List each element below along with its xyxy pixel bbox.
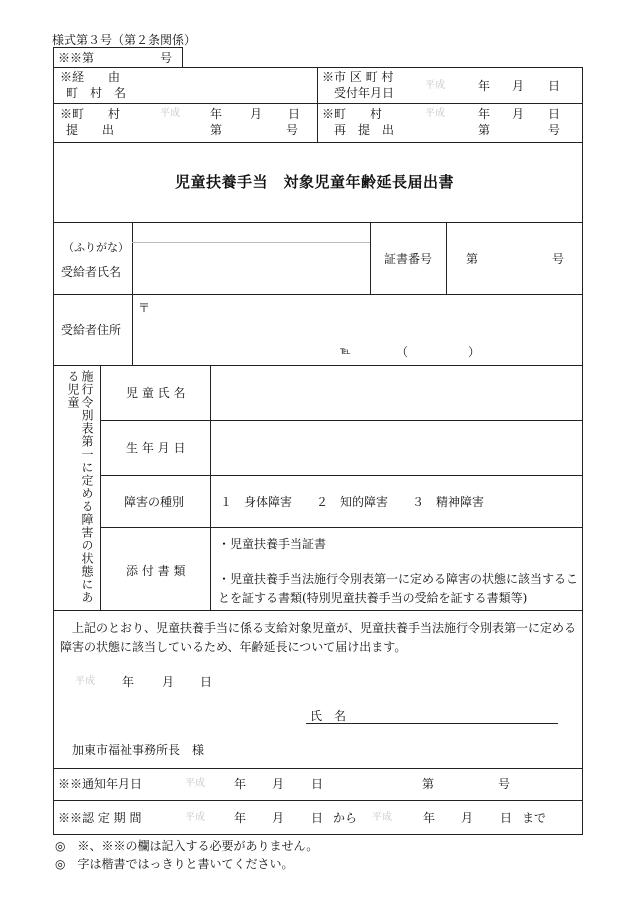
teishutsu-hi: 日 bbox=[288, 107, 301, 121]
notice-hi: 日 bbox=[311, 777, 324, 791]
notice-label: ※※通知年月日 bbox=[58, 777, 143, 791]
saiteishutsu-label-1: ※町 村 bbox=[322, 107, 383, 121]
top-info-bottomline bbox=[53, 142, 583, 143]
sign-tsuki: 月 bbox=[162, 675, 175, 689]
box-number-prefix: ※※第 bbox=[58, 51, 95, 65]
period-nen-2: 年 bbox=[423, 811, 436, 825]
attach-item-2: ・児童扶養手当法施行令別表第一に定める障害の状態に該当することを証する書類(特別児童扶養手当の受給を証する書類等) bbox=[218, 572, 579, 605]
teishutsu-dai: 第 bbox=[210, 123, 223, 137]
saiteishutsu-heisei: 平成 bbox=[425, 108, 445, 119]
cert-col-divider-1 bbox=[370, 222, 371, 295]
period-hi-2: 日 bbox=[500, 811, 513, 825]
keiyu-label-1: ※経 由 bbox=[60, 70, 121, 84]
address-label: 受給者住所 bbox=[61, 323, 122, 337]
statement-bottomline bbox=[53, 768, 583, 769]
frame-left bbox=[53, 67, 54, 835]
sign-hi: 日 bbox=[200, 675, 213, 689]
teishutsu-nen: 年 bbox=[210, 107, 223, 121]
postal-mark: 〒 bbox=[138, 301, 151, 315]
saiteishutsu-go: 号 bbox=[548, 123, 561, 137]
child-side-label: 施行令別表第一に定める障害の状態にある児童 bbox=[66, 370, 94, 604]
frame-top bbox=[53, 67, 583, 68]
child-section-bottomline bbox=[53, 610, 583, 611]
box-number-suffix: 号 bbox=[160, 51, 173, 65]
teishutsu-label-2: 提 出 bbox=[66, 123, 115, 137]
child-birth-label: 生 年 月 日 bbox=[126, 441, 186, 455]
addressee: 加東市福祉事務所長 様 bbox=[72, 743, 205, 757]
teishutsu-go: 号 bbox=[286, 123, 299, 137]
tel-label: ℡ bbox=[340, 346, 351, 357]
furigana-separator bbox=[132, 242, 370, 243]
sign-heisei: 平成 bbox=[75, 676, 95, 687]
tel-parens: （ ） bbox=[396, 345, 481, 359]
cert-go: 号 bbox=[552, 252, 565, 266]
top-info-midline bbox=[53, 103, 583, 104]
period-label: ※※認 定 期 間 bbox=[58, 811, 142, 825]
form-label: 様式第３号（第２条関係） bbox=[52, 33, 197, 47]
period-tsuki-1: 月 bbox=[272, 811, 285, 825]
sign-name-underline bbox=[306, 723, 558, 724]
child-birth-bottomline bbox=[100, 475, 583, 476]
period-tsuki-2: 月 bbox=[461, 811, 474, 825]
attach-item-1: ・児童扶養手当証書 bbox=[218, 537, 327, 551]
teishutsu-heisei: 平成 bbox=[160, 108, 180, 119]
cert-dai: 第 bbox=[466, 252, 479, 266]
child-name-bottomline bbox=[100, 420, 583, 421]
keiyu-label-2: 町 村 名 bbox=[66, 86, 127, 100]
period-heisei-2: 平成 bbox=[372, 812, 392, 823]
notice-dai: 第 bbox=[422, 777, 435, 791]
notice-go: 号 bbox=[498, 777, 511, 791]
sign-name-label: 氏 名 bbox=[310, 709, 347, 723]
statement-text: 上記のとおり、児童扶養手当に係る支給対象児童が、児童扶養手当法施行令別表第一に定める障害の状態に該当しているため、年齢延長について届け出ます。 bbox=[60, 621, 577, 654]
period-kara: から bbox=[333, 811, 358, 825]
footnote-2: ◎ 字は楷書ではっきりと書いてください。 bbox=[55, 857, 294, 871]
recipient-name-label: 受給者氏名 bbox=[61, 265, 122, 279]
box-number-top-line bbox=[53, 47, 183, 48]
notice-heisei: 平成 bbox=[185, 778, 205, 789]
cert-col-divider-2 bbox=[446, 222, 447, 295]
cert-number-label: 証書番号 bbox=[384, 252, 433, 266]
period-made: まで bbox=[522, 811, 547, 825]
child-side-divider bbox=[100, 365, 101, 610]
shiku-hi: 日 bbox=[548, 79, 561, 93]
disability-bottomline bbox=[100, 527, 583, 528]
name-row-bottomline bbox=[53, 294, 583, 295]
saiteishutsu-tsuki: 月 bbox=[512, 107, 525, 121]
saiteishutsu-label-2: 再 提 出 bbox=[334, 123, 395, 137]
furigana-label: （ふりがな） bbox=[63, 241, 129, 254]
shiku-tsuki: 月 bbox=[512, 79, 525, 93]
shiku-heisei: 平成 bbox=[425, 80, 445, 91]
notice-bottomline bbox=[53, 800, 583, 801]
teishutsu-tsuki: 月 bbox=[250, 107, 263, 121]
frame-bottom bbox=[53, 834, 583, 835]
period-heisei-1: 平成 bbox=[185, 812, 205, 823]
frame-right bbox=[582, 67, 583, 835]
notice-tsuki: 月 bbox=[272, 777, 285, 791]
child-label-divider bbox=[210, 365, 211, 610]
period-hi-1: 日 bbox=[311, 811, 324, 825]
disability-label: 障害の種別 bbox=[124, 495, 185, 509]
address-row-bottomline bbox=[53, 365, 583, 366]
page-title: 児童扶養手当 対象児童年齢延長届出書 bbox=[175, 173, 455, 191]
notice-nen: 年 bbox=[234, 777, 247, 791]
saiteishutsu-hi: 日 bbox=[548, 107, 561, 121]
child-name-label: 児 童 氏 名 bbox=[126, 386, 186, 400]
box-number-left-line bbox=[53, 47, 54, 67]
disability-options: １ 身体障害 ２ 知的障害 ３ 精神障害 bbox=[220, 495, 485, 509]
teishutsu-label-1: ※町 村 bbox=[60, 107, 121, 121]
sign-nen: 年 bbox=[122, 675, 135, 689]
top-info-divider bbox=[317, 67, 318, 142]
shiku-label-2: 受付年月日 bbox=[334, 86, 395, 100]
saiteishutsu-dai: 第 bbox=[478, 123, 491, 137]
box-number-right-line bbox=[182, 47, 183, 67]
footnote-1: ◎ ※、※※の欄は記入する必要がありません。 bbox=[55, 839, 319, 853]
period-nen-1: 年 bbox=[234, 811, 247, 825]
shiku-nen: 年 bbox=[478, 79, 491, 93]
shiku-label-1: ※市 区 町 村 bbox=[322, 70, 394, 84]
saiteishutsu-nen: 年 bbox=[478, 107, 491, 121]
attach-label: 添 付 書 類 bbox=[126, 564, 186, 578]
